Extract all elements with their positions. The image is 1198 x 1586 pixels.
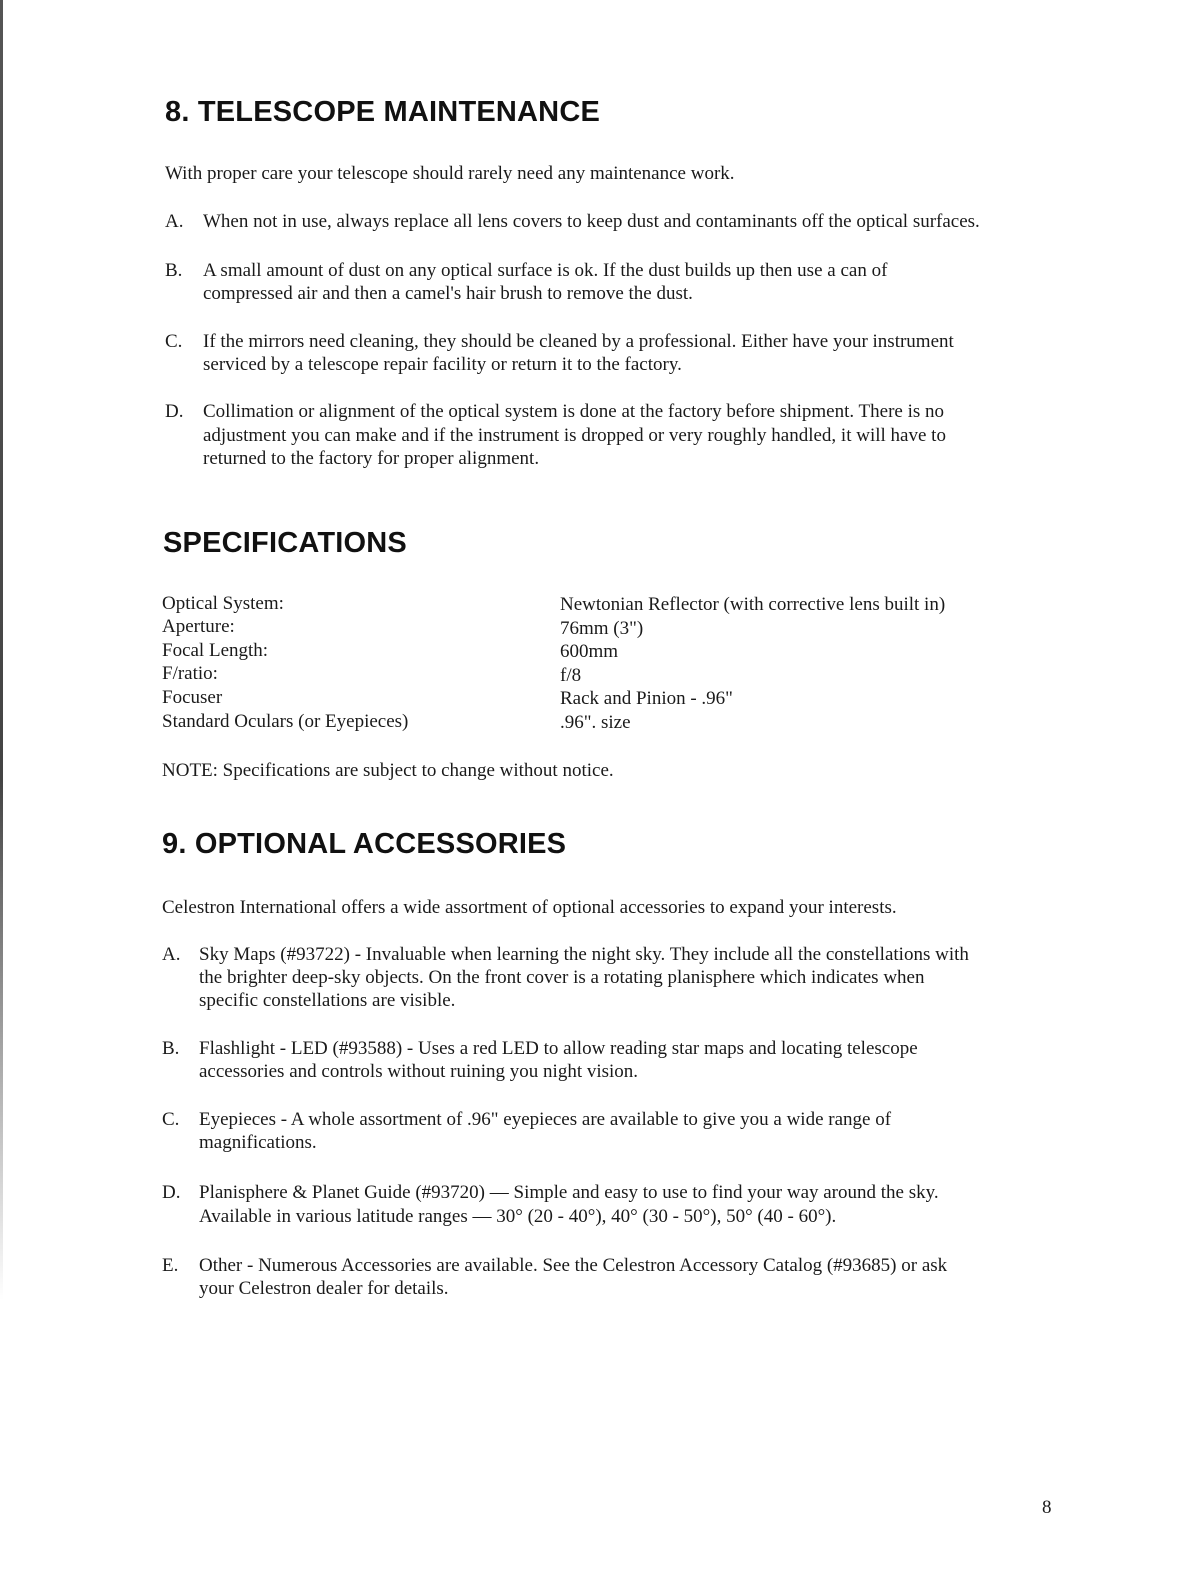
item-line: Planisphere & Planet Guide (#93720) — Simple and easy to use to find your way around the sky. [199, 1182, 939, 1203]
scan-edge-shadow [0, 0, 3, 1300]
spec-label-f-ratio: F/ratio: [162, 663, 218, 684]
item-line: specific constellations are visible. [199, 990, 456, 1011]
accessory-item-e [162, 1254, 1072, 1302]
item-letter: A. [165, 211, 184, 232]
item-line: Eyepieces - A whole assortment of .96" eyepieces are available to give you a wide range of [199, 1109, 892, 1130]
spec-value-oculars: .96". size [560, 712, 631, 733]
item-line: your Celestron dealer for details. [199, 1278, 449, 1299]
item-line: serviced by a telescope repair facility or return it to the factory. [203, 354, 682, 375]
item-line: When not in use, always replace all lens covers to keep dust and contaminants off the optical surfaces. [203, 211, 980, 232]
spec-label-oculars: Standard Oculars (or Eyepieces) [162, 711, 409, 732]
item-line: returned to the factory for proper alignment. [203, 448, 540, 469]
accessory-item-b [162, 1037, 1072, 1085]
accessory-item-d [162, 1181, 1072, 1229]
item-line: If the mirrors need cleaning, they should be cleaned by a professional. Either have your instrument [203, 331, 954, 352]
item-line: Sky Maps (#93722) - Invaluable when learning the night sky. They include all the constellations with [199, 944, 969, 965]
item-line: compressed air and then a camel's hair brush to remove the dust. [203, 283, 693, 304]
item-line: Flashlight - LED (#93588) - Uses a red LED to allow reading star maps and locating telescope [199, 1038, 918, 1059]
item-letter: B. [165, 260, 183, 281]
maintenance-item-d [165, 400, 1075, 472]
accessory-item-a [162, 943, 1072, 1015]
maintenance-item-a [165, 210, 1075, 234]
specifications-heading: SPECIFICATIONS [163, 527, 407, 559]
item-letter: C. [165, 331, 183, 352]
maintenance-item-b [165, 259, 1075, 307]
accessories-intro: Celestron International offers a wide assortment of optional accessories to expand your interests. [162, 897, 897, 918]
item-letter: A. [162, 944, 181, 965]
item-letter: D. [162, 1182, 181, 1203]
page-number: 8 [1042, 1497, 1052, 1518]
spec-label-optical-system: Optical System: [162, 593, 284, 614]
spec-label-focuser: Focuser [162, 687, 223, 708]
spec-label-aperture: Aperture: [162, 616, 235, 637]
spec-value-aperture: 76mm (3") [560, 618, 644, 639]
item-line: Available in various latitude ranges — 30° (20 - 40°), 40° (30 - 50°), 50° (40 - 60°). [199, 1206, 837, 1227]
maintenance-item-c [165, 330, 1075, 378]
item-letter: D. [165, 401, 184, 422]
specifications-note: NOTE: Specifications are subject to change without notice. [162, 760, 614, 781]
accessory-item-c [162, 1108, 1072, 1156]
maintenance-intro: With proper care your telescope should rarely need any maintenance work. [165, 163, 735, 184]
spec-value-focuser: Rack and Pinion - .96" [560, 688, 733, 709]
accessories-heading: 9. OPTIONAL ACCESSORIES [162, 828, 567, 860]
maintenance-heading: 8. TELESCOPE MAINTENANCE [165, 96, 601, 128]
item-line: A small amount of dust on any optical surface is ok. If the dust builds up then use a can of [203, 260, 888, 281]
item-line: Other - Numerous Accessories are available. See the Celestron Accessory Catalog (#93685) or ask [199, 1255, 948, 1276]
item-line: magnifications. [199, 1132, 317, 1153]
spec-value-f-ratio: f/8 [560, 665, 582, 686]
spec-value-optical-system: Newtonian Reflector (with corrective lens built in) [560, 594, 946, 615]
item-line: the brighter deep-sky objects. On the front cover is a rotating planisphere which indicates when [199, 967, 925, 988]
item-line: adjustment you can make and if the instrument is dropped or very roughly handled, it will have to [203, 425, 946, 446]
spec-label-focal-length: Focal Length: [162, 640, 269, 661]
item-letter: C. [162, 1109, 180, 1130]
item-line: accessories and controls without ruining you night vision. [199, 1061, 639, 1082]
spec-value-focal-length: 600mm [560, 641, 619, 662]
item-letter: B. [162, 1038, 180, 1059]
item-letter: E. [162, 1255, 179, 1276]
item-line: Collimation or alignment of the optical system is done at the factory before shipment. There is no [203, 401, 944, 422]
